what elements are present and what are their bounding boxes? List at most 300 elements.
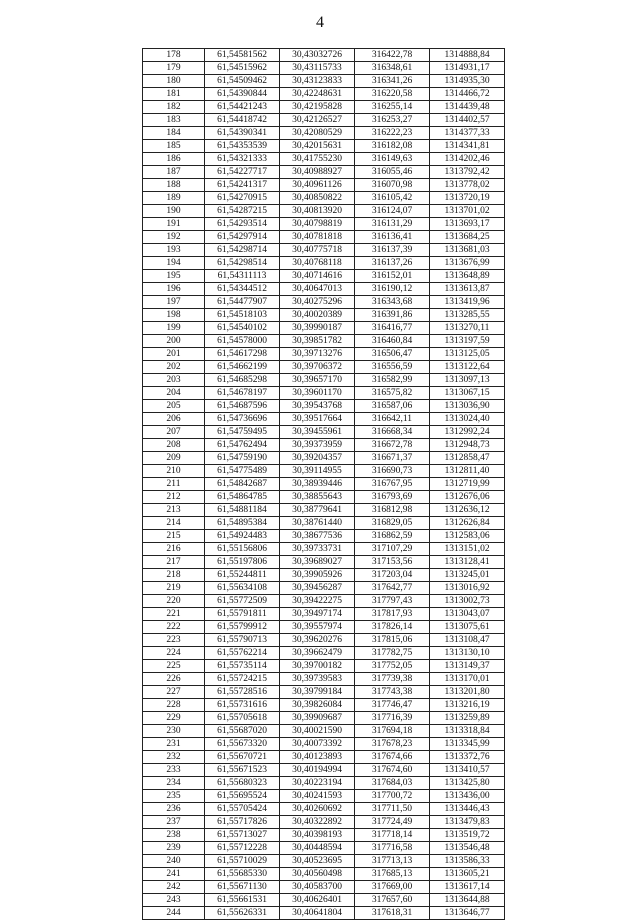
point-number-cell: 185: [143, 140, 205, 153]
point-number-cell: 244: [143, 907, 205, 920]
table-row: [143, 348, 505, 361]
y-coordinate-cell: 1313201,80: [430, 686, 505, 699]
x-coordinate-cell: 316253,27: [355, 114, 430, 127]
latitude-cell: 61,55685330: [205, 868, 280, 881]
longitude-cell: 30,39826084: [280, 699, 355, 712]
coordinates-table: [142, 48, 505, 920]
x-coordinate-cell: 317752,05: [355, 660, 430, 673]
longitude-cell: 30,40523695: [280, 855, 355, 868]
y-coordinate-cell: 1312626,84: [430, 517, 505, 530]
y-coordinate-cell: 1313259,89: [430, 712, 505, 725]
latitude-cell: 61,55695524: [205, 790, 280, 803]
latitude-cell: 61,55680323: [205, 777, 280, 790]
y-coordinate-cell: 1314439,48: [430, 101, 505, 114]
point-number-cell: 217: [143, 556, 205, 569]
latitude-cell: 61,55705424: [205, 803, 280, 816]
latitude-cell: 61,55790713: [205, 634, 280, 647]
y-coordinate-cell: 1313617,14: [430, 881, 505, 894]
longitude-cell: 30,39497174: [280, 608, 355, 621]
latitude-cell: 61,54353539: [205, 140, 280, 153]
x-coordinate-cell: 316862,59: [355, 530, 430, 543]
point-number-cell: 239: [143, 842, 205, 855]
longitude-cell: 30,40850822: [280, 192, 355, 205]
latitude-cell: 61,54759495: [205, 426, 280, 439]
table-row: [143, 647, 505, 660]
table-row: [143, 192, 505, 205]
table-row: [143, 673, 505, 686]
x-coordinate-cell: 317669,00: [355, 881, 430, 894]
y-coordinate-cell: 1313128,41: [430, 556, 505, 569]
longitude-cell: 30,40223194: [280, 777, 355, 790]
point-number-cell: 243: [143, 894, 205, 907]
longitude-cell: 30,39905926: [280, 569, 355, 582]
table-row: [143, 829, 505, 842]
longitude-cell: 30,38761440: [280, 517, 355, 530]
y-coordinate-cell: 1312636,12: [430, 504, 505, 517]
table-row: [143, 270, 505, 283]
table-row: [143, 881, 505, 894]
x-coordinate-cell: 316582,99: [355, 374, 430, 387]
y-coordinate-cell: 1312858,47: [430, 452, 505, 465]
table-row: [143, 621, 505, 634]
point-number-cell: 234: [143, 777, 205, 790]
latitude-cell: 61,55673320: [205, 738, 280, 751]
y-coordinate-cell: 1313648,89: [430, 270, 505, 283]
x-coordinate-cell: 316348,61: [355, 62, 430, 75]
point-number-cell: 193: [143, 244, 205, 257]
x-coordinate-cell: 316671,37: [355, 452, 430, 465]
y-coordinate-cell: 1313151,02: [430, 543, 505, 556]
y-coordinate-cell: 1313043,07: [430, 608, 505, 621]
latitude-cell: 61,54390341: [205, 127, 280, 140]
x-coordinate-cell: 316668,34: [355, 426, 430, 439]
latitude-cell: 61,54477907: [205, 296, 280, 309]
point-number-cell: 238: [143, 829, 205, 842]
longitude-cell: 30,40322892: [280, 816, 355, 829]
y-coordinate-cell: 1313122,64: [430, 361, 505, 374]
latitude-cell: 61,54518103: [205, 309, 280, 322]
y-coordinate-cell: 1314935,30: [430, 75, 505, 88]
x-coordinate-cell: 317797,43: [355, 595, 430, 608]
longitude-cell: 30,40123893: [280, 751, 355, 764]
point-number-cell: 214: [143, 517, 205, 530]
x-coordinate-cell: 317618,31: [355, 907, 430, 920]
table-row: [143, 452, 505, 465]
x-coordinate-cell: 316055,46: [355, 166, 430, 179]
x-coordinate-cell: 317724,49: [355, 816, 430, 829]
y-coordinate-cell: 1313270,11: [430, 322, 505, 335]
longitude-cell: 30,40260692: [280, 803, 355, 816]
longitude-cell: 30,39851782: [280, 335, 355, 348]
point-number-cell: 242: [143, 881, 205, 894]
y-coordinate-cell: 1313778,02: [430, 179, 505, 192]
longitude-cell: 30,42248631: [280, 88, 355, 101]
longitude-cell: 30,40714616: [280, 270, 355, 283]
table-row: [143, 218, 505, 231]
table-row: [143, 465, 505, 478]
y-coordinate-cell: 1313067,15: [430, 387, 505, 400]
y-coordinate-cell: 1313245,01: [430, 569, 505, 582]
x-coordinate-cell: 317642,77: [355, 582, 430, 595]
longitude-cell: 30,40813920: [280, 205, 355, 218]
longitude-cell: 30,40021590: [280, 725, 355, 738]
x-coordinate-cell: 317746,47: [355, 699, 430, 712]
point-number-cell: 203: [143, 374, 205, 387]
table-row: [143, 127, 505, 140]
table-row: [143, 114, 505, 127]
point-number-cell: 221: [143, 608, 205, 621]
point-number-cell: 190: [143, 205, 205, 218]
point-number-cell: 230: [143, 725, 205, 738]
table-row: [143, 686, 505, 699]
point-number-cell: 192: [143, 231, 205, 244]
y-coordinate-cell: 1313701,02: [430, 205, 505, 218]
latitude-cell: 61,55712228: [205, 842, 280, 855]
point-number-cell: 235: [143, 790, 205, 803]
y-coordinate-cell: 1312676,06: [430, 491, 505, 504]
table-row: [143, 426, 505, 439]
x-coordinate-cell: 316460,84: [355, 335, 430, 348]
longitude-cell: 30,42126527: [280, 114, 355, 127]
x-coordinate-cell: 316152,01: [355, 270, 430, 283]
y-coordinate-cell: 1313681,03: [430, 244, 505, 257]
latitude-cell: 61,55772509: [205, 595, 280, 608]
point-number-cell: 226: [143, 673, 205, 686]
coordinates-table-body: [143, 49, 505, 920]
point-number-cell: 186: [143, 153, 205, 166]
point-number-cell: 236: [143, 803, 205, 816]
x-coordinate-cell: 316506,47: [355, 348, 430, 361]
point-number-cell: 231: [143, 738, 205, 751]
longitude-cell: 30,40961126: [280, 179, 355, 192]
y-coordinate-cell: 1313613,87: [430, 283, 505, 296]
table-row: [143, 374, 505, 387]
latitude-cell: 61,55670721: [205, 751, 280, 764]
latitude-cell: 61,54297914: [205, 231, 280, 244]
table-row: [143, 595, 505, 608]
y-coordinate-cell: 1313345,99: [430, 738, 505, 751]
table-row: [143, 400, 505, 413]
x-coordinate-cell: 317674,66: [355, 751, 430, 764]
latitude-cell: 61,54617298: [205, 348, 280, 361]
x-coordinate-cell: 316672,78: [355, 439, 430, 452]
latitude-cell: 61,54270915: [205, 192, 280, 205]
longitude-cell: 30,40768118: [280, 257, 355, 270]
point-number-cell: 207: [143, 426, 205, 439]
longitude-cell: 30,39662479: [280, 647, 355, 660]
longitude-cell: 30,39706372: [280, 361, 355, 374]
longitude-cell: 30,40647013: [280, 283, 355, 296]
y-coordinate-cell: 1313693,17: [430, 218, 505, 231]
longitude-cell: 30,43032726: [280, 49, 355, 62]
point-number-cell: 180: [143, 75, 205, 88]
y-coordinate-cell: 1313446,43: [430, 803, 505, 816]
y-coordinate-cell: 1314931,17: [430, 62, 505, 75]
x-coordinate-cell: 316131,29: [355, 218, 430, 231]
point-number-cell: 179: [143, 62, 205, 75]
latitude-cell: 61,54678197: [205, 387, 280, 400]
table-row: [143, 166, 505, 179]
x-coordinate-cell: 317694,18: [355, 725, 430, 738]
x-coordinate-cell: 316575,82: [355, 387, 430, 400]
x-coordinate-cell: 316343,68: [355, 296, 430, 309]
latitude-cell: 61,55634108: [205, 582, 280, 595]
table-row: [143, 699, 505, 712]
table-row: [143, 712, 505, 725]
x-coordinate-cell: 317716,58: [355, 842, 430, 855]
point-number-cell: 183: [143, 114, 205, 127]
y-coordinate-cell: 1313036,90: [430, 400, 505, 413]
point-number-cell: 197: [143, 296, 205, 309]
table-row: [143, 790, 505, 803]
y-coordinate-cell: 1313125,05: [430, 348, 505, 361]
longitude-cell: 30,38779641: [280, 504, 355, 517]
table-row: [143, 413, 505, 426]
table-row: [143, 361, 505, 374]
longitude-cell: 30,40641804: [280, 907, 355, 920]
point-number-cell: 209: [143, 452, 205, 465]
x-coordinate-cell: 316812,98: [355, 504, 430, 517]
table-row: [143, 439, 505, 452]
point-number-cell: 210: [143, 465, 205, 478]
longitude-cell: 30,39799184: [280, 686, 355, 699]
x-coordinate-cell: 317815,06: [355, 634, 430, 647]
latitude-cell: 61,55731616: [205, 699, 280, 712]
y-coordinate-cell: 1313075,61: [430, 621, 505, 634]
longitude-cell: 30,40020389: [280, 309, 355, 322]
latitude-cell: 61,55728516: [205, 686, 280, 699]
x-coordinate-cell: 317711,50: [355, 803, 430, 816]
x-coordinate-cell: 316422,78: [355, 49, 430, 62]
latitude-cell: 61,54842687: [205, 478, 280, 491]
x-coordinate-cell: 317678,23: [355, 738, 430, 751]
table-row: [143, 62, 505, 75]
longitude-cell: 30,42195828: [280, 101, 355, 114]
longitude-cell: 30,39620276: [280, 634, 355, 647]
x-coordinate-cell: 317684,03: [355, 777, 430, 790]
longitude-cell: 30,43115733: [280, 62, 355, 75]
y-coordinate-cell: 1312811,40: [430, 465, 505, 478]
y-coordinate-cell: 1313318,84: [430, 725, 505, 738]
x-coordinate-cell: 317203,04: [355, 569, 430, 582]
longitude-cell: 30,38939446: [280, 478, 355, 491]
latitude-cell: 61,54578000: [205, 335, 280, 348]
table-row: [143, 75, 505, 88]
x-coordinate-cell: 316149,63: [355, 153, 430, 166]
longitude-cell: 30,39543768: [280, 400, 355, 413]
table-row: [143, 205, 505, 218]
point-number-cell: 223: [143, 634, 205, 647]
table-row: [143, 530, 505, 543]
x-coordinate-cell: 317657,60: [355, 894, 430, 907]
point-number-cell: 196: [143, 283, 205, 296]
x-coordinate-cell: 316070,98: [355, 179, 430, 192]
y-coordinate-cell: 1314888,84: [430, 49, 505, 62]
point-number-cell: 184: [143, 127, 205, 140]
table-row: [143, 335, 505, 348]
table-row: [143, 634, 505, 647]
latitude-cell: 61,55791811: [205, 608, 280, 621]
x-coordinate-cell: 317743,38: [355, 686, 430, 699]
longitude-cell: 30,40626401: [280, 894, 355, 907]
y-coordinate-cell: 1313285,55: [430, 309, 505, 322]
y-coordinate-cell: 1313130,10: [430, 647, 505, 660]
latitude-cell: 61,54293514: [205, 218, 280, 231]
longitude-cell: 30,39114955: [280, 465, 355, 478]
point-number-cell: 178: [143, 49, 205, 62]
page-number: 4: [316, 14, 324, 31]
x-coordinate-cell: 316793,69: [355, 491, 430, 504]
latitude-cell: 61,55661531: [205, 894, 280, 907]
latitude-cell: 61,55197806: [205, 556, 280, 569]
latitude-cell: 61,54311113: [205, 270, 280, 283]
longitude-cell: 30,40448594: [280, 842, 355, 855]
table-row: [143, 517, 505, 530]
y-coordinate-cell: 1312583,06: [430, 530, 505, 543]
x-coordinate-cell: 316136,41: [355, 231, 430, 244]
longitude-cell: 30,39204357: [280, 452, 355, 465]
y-coordinate-cell: 1314466,72: [430, 88, 505, 101]
x-coordinate-cell: 316124,07: [355, 205, 430, 218]
longitude-cell: 30,40560498: [280, 868, 355, 881]
y-coordinate-cell: 1313108,47: [430, 634, 505, 647]
x-coordinate-cell: 316556,59: [355, 361, 430, 374]
x-coordinate-cell: 317739,38: [355, 673, 430, 686]
point-number-cell: 215: [143, 530, 205, 543]
longitude-cell: 30,40583700: [280, 881, 355, 894]
y-coordinate-cell: 1313149,37: [430, 660, 505, 673]
table-row: [143, 491, 505, 504]
y-coordinate-cell: 1313016,92: [430, 582, 505, 595]
longitude-cell: 30,39713276: [280, 348, 355, 361]
table-row: [143, 49, 505, 62]
latitude-cell: 61,55724215: [205, 673, 280, 686]
point-number-cell: 233: [143, 764, 205, 777]
latitude-cell: 61,54390844: [205, 88, 280, 101]
table-row: [143, 478, 505, 491]
table-row: [143, 543, 505, 556]
y-coordinate-cell: 1313410,57: [430, 764, 505, 777]
point-number-cell: 204: [143, 387, 205, 400]
latitude-cell: 61,54895384: [205, 517, 280, 530]
y-coordinate-cell: 1313024,40: [430, 413, 505, 426]
longitude-cell: 30,38677536: [280, 530, 355, 543]
latitude-cell: 61,55626331: [205, 907, 280, 920]
x-coordinate-cell: 316105,42: [355, 192, 430, 205]
latitude-cell: 61,55671523: [205, 764, 280, 777]
point-number-cell: 188: [143, 179, 205, 192]
longitude-cell: 30,39517664: [280, 413, 355, 426]
table-row: [143, 179, 505, 192]
table-row: [143, 751, 505, 764]
y-coordinate-cell: 1314402,57: [430, 114, 505, 127]
point-number-cell: 237: [143, 816, 205, 829]
latitude-cell: 61,54321333: [205, 153, 280, 166]
x-coordinate-cell: 317700,72: [355, 790, 430, 803]
point-number-cell: 200: [143, 335, 205, 348]
longitude-cell: 30,40798819: [280, 218, 355, 231]
table-row: [143, 725, 505, 738]
table-row: [143, 556, 505, 569]
latitude-cell: 61,54775489: [205, 465, 280, 478]
y-coordinate-cell: 1314202,46: [430, 153, 505, 166]
point-number-cell: 240: [143, 855, 205, 868]
table-row: [143, 504, 505, 517]
table-row: [143, 88, 505, 101]
point-number-cell: 195: [143, 270, 205, 283]
longitude-cell: 30,43123833: [280, 75, 355, 88]
y-coordinate-cell: 1314377,33: [430, 127, 505, 140]
x-coordinate-cell: 316690,73: [355, 465, 430, 478]
latitude-cell: 61,55687020: [205, 725, 280, 738]
table-row: [143, 738, 505, 751]
latitude-cell: 61,55735114: [205, 660, 280, 673]
latitude-cell: 61,55156806: [205, 543, 280, 556]
latitude-cell: 61,54687596: [205, 400, 280, 413]
y-coordinate-cell: 1313720,19: [430, 192, 505, 205]
point-number-cell: 201: [143, 348, 205, 361]
latitude-cell: 61,54662199: [205, 361, 280, 374]
longitude-cell: 30,39456287: [280, 582, 355, 595]
table-row: [143, 842, 505, 855]
y-coordinate-cell: 1313684,25: [430, 231, 505, 244]
y-coordinate-cell: 1313546,48: [430, 842, 505, 855]
point-number-cell: 206: [143, 413, 205, 426]
y-coordinate-cell: 1313197,59: [430, 335, 505, 348]
x-coordinate-cell: 316587,06: [355, 400, 430, 413]
x-coordinate-cell: 317674,60: [355, 764, 430, 777]
latitude-cell: 61,54344512: [205, 283, 280, 296]
table-row: [143, 257, 505, 270]
point-number-cell: 199: [143, 322, 205, 335]
longitude-cell: 30,39455961: [280, 426, 355, 439]
longitude-cell: 30,39422275: [280, 595, 355, 608]
longitude-cell: 30,39373959: [280, 439, 355, 452]
x-coordinate-cell: 316255,14: [355, 101, 430, 114]
latitude-cell: 61,55244811: [205, 569, 280, 582]
latitude-cell: 61,54298514: [205, 257, 280, 270]
longitude-cell: 30,40775718: [280, 244, 355, 257]
point-number-cell: 181: [143, 88, 205, 101]
longitude-cell: 30,42015631: [280, 140, 355, 153]
x-coordinate-cell: 317826,14: [355, 621, 430, 634]
point-number-cell: 182: [143, 101, 205, 114]
table-row: [143, 764, 505, 777]
x-coordinate-cell: 316190,12: [355, 283, 430, 296]
point-number-cell: 198: [143, 309, 205, 322]
y-coordinate-cell: 1313479,83: [430, 816, 505, 829]
x-coordinate-cell: 316767,95: [355, 478, 430, 491]
y-coordinate-cell: 1313419,96: [430, 296, 505, 309]
latitude-cell: 61,55799912: [205, 621, 280, 634]
point-number-cell: 232: [143, 751, 205, 764]
y-coordinate-cell: 1313519,72: [430, 829, 505, 842]
x-coordinate-cell: 317685,13: [355, 868, 430, 881]
y-coordinate-cell: 1313792,42: [430, 166, 505, 179]
y-coordinate-cell: 1313097,13: [430, 374, 505, 387]
latitude-cell: 61,54685298: [205, 374, 280, 387]
x-coordinate-cell: 317713,13: [355, 855, 430, 868]
point-number-cell: 229: [143, 712, 205, 725]
latitude-cell: 61,54736696: [205, 413, 280, 426]
longitude-cell: 30,39733731: [280, 543, 355, 556]
y-coordinate-cell: 1313372,76: [430, 751, 505, 764]
table-row: [143, 569, 505, 582]
point-number-cell: 187: [143, 166, 205, 179]
y-coordinate-cell: 1312719,99: [430, 478, 505, 491]
longitude-cell: 30,39739583: [280, 673, 355, 686]
point-number-cell: 194: [143, 257, 205, 270]
